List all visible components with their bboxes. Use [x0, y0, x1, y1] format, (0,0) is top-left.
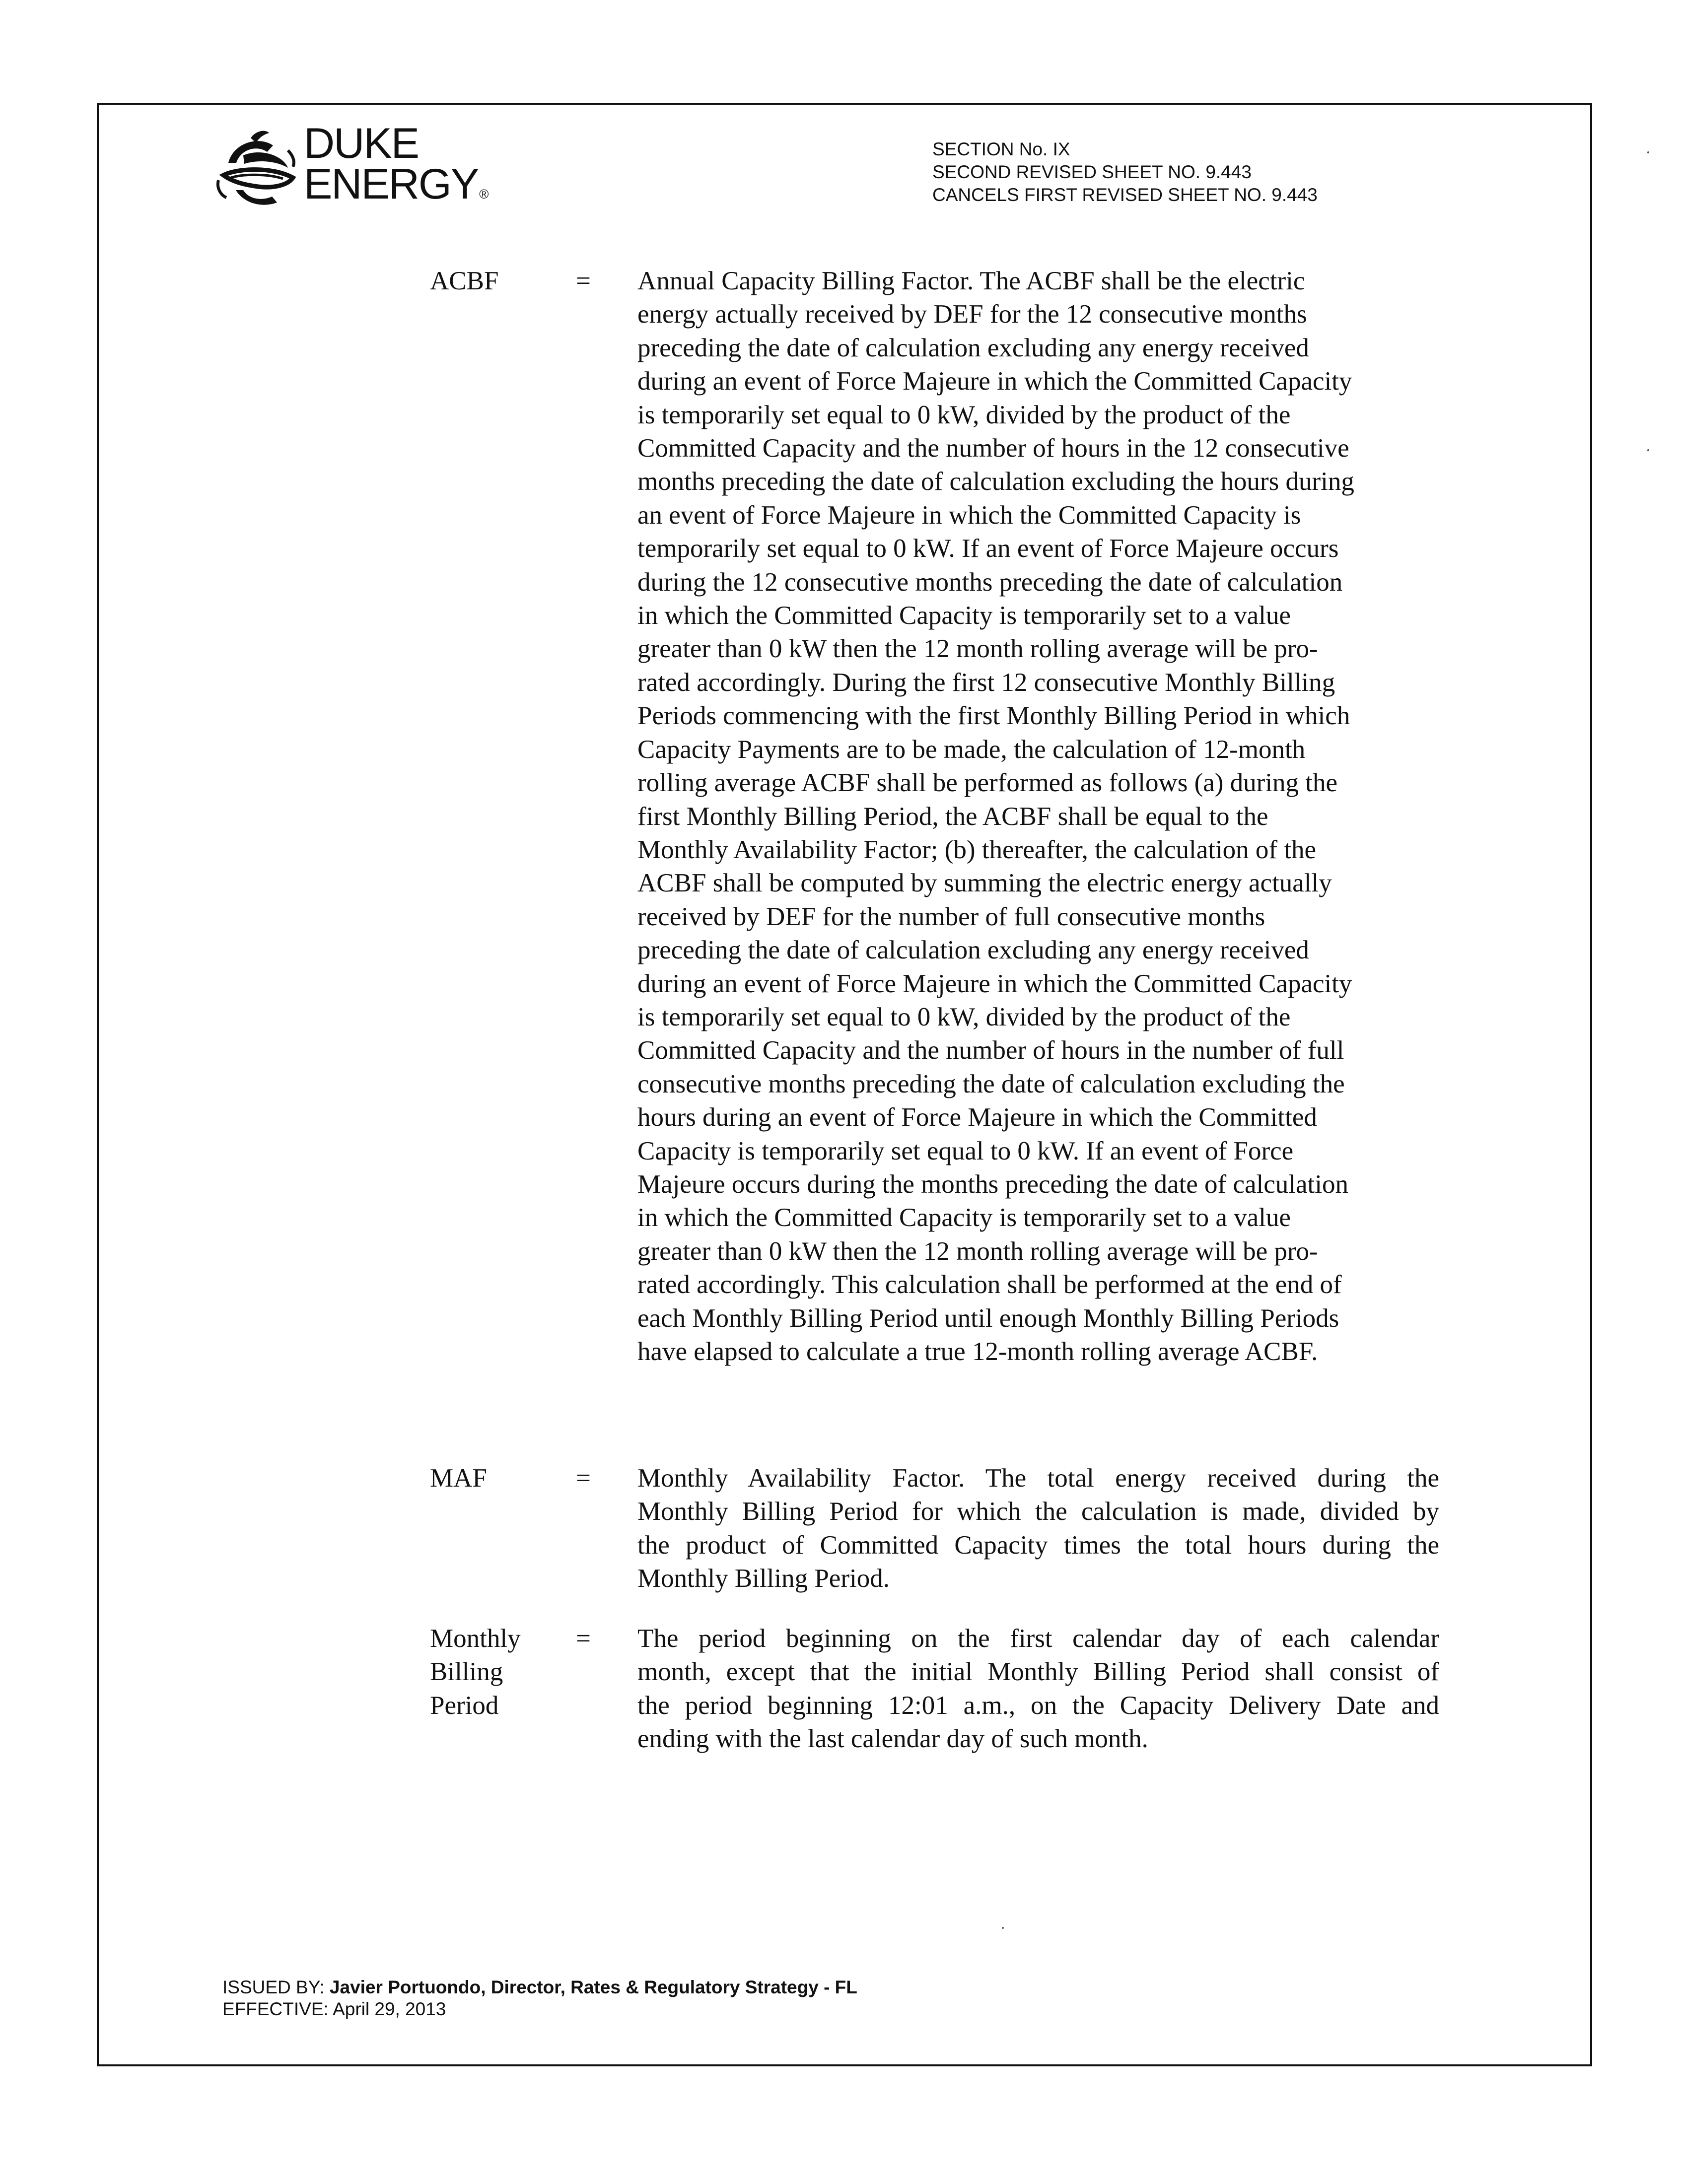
definition-line: rated accordingly. During the first 12 consecutive Monthly Billing [637, 668, 1335, 697]
registered-mark: ® [479, 187, 488, 202]
definition-line: the product of Committed Capacity times the total hours during the [637, 1530, 1439, 1560]
definition-text [637, 1462, 1439, 1596]
duke-energy-logo [213, 120, 491, 217]
definition-line: consecutive months preceding the date of calculation excluding the [637, 1069, 1345, 1098]
cancels-sheet: CANCELS FIRST REVISED SHEET NO. 9.443 [932, 185, 1318, 205]
definition-line: during an event of Force Majeure in which the Committed Capacity [637, 969, 1352, 998]
definition-line: in which the Committed Capacity is temporarily set to a value [637, 601, 1291, 630]
definition-line: Majeure occurs during the months preceding the date of calculation [637, 1169, 1348, 1199]
duke-energy-emblem-icon [213, 128, 300, 212]
sheet-number: SECOND REVISED SHEET NO. 9.443 [932, 162, 1252, 182]
definition-line: ending with the last calendar day of such month. [637, 1724, 1148, 1754]
effective-label: EFFECTIVE: [222, 1999, 329, 2019]
definition-line: temporarily set equal to 0 kW. If an event of Force Majeure occurs [637, 534, 1339, 563]
definition-line: the period beginning 12:01 a.m., on the Capacity Delivery Date and [637, 1691, 1439, 1720]
definition-line: Committed Capacity and the number of hours in the number of full [637, 1036, 1344, 1065]
definition-line: first Monthly Billing Period, the ACBF shall be equal to the [637, 802, 1268, 831]
definition-line: an event of Force Majeure in which the Committed Capacity is [637, 500, 1301, 530]
scan-speck [1647, 449, 1649, 451]
sheet-header [932, 138, 1318, 206]
term-line: Monthly [430, 1624, 521, 1653]
equals-sign: = [576, 1624, 591, 1653]
section-number: SECTION No. IX [932, 139, 1070, 159]
definition-line: month, except that the initial Monthly Billing Period shall consist of [637, 1657, 1439, 1687]
definition-line: hours during an event of Force Majeure in which the Committed [637, 1103, 1317, 1132]
definition-line: rated accordingly. This calculation shall be performed at the end of [637, 1270, 1342, 1299]
term-line: Period [430, 1691, 499, 1720]
definition-text [637, 1622, 1439, 1756]
definition-line: months preceding the date of calculation excluding the hours during [637, 467, 1354, 496]
definition-line: Periods commencing with the first Monthly Billing Period in which [637, 701, 1350, 731]
definition-line: Monthly Billing Period for which the calculation is made, divided by [637, 1497, 1439, 1526]
definition-line: during the 12 consecutive months preceding the date of calculation [637, 567, 1343, 597]
definition-line: Capacity is temporarily set equal to 0 kW. If an event of Force [637, 1136, 1294, 1165]
definition-line: each Monthly Billing Period until enough Monthly Billing Periods [637, 1303, 1339, 1333]
definition-line: The period beginning on the first calendar day of each calendar [637, 1624, 1439, 1653]
definition-line: preceding the date of calculation excluding any energy received [637, 936, 1309, 965]
definition-line: Monthly Billing Period. [637, 1564, 890, 1593]
term-line: Billing [430, 1657, 503, 1687]
definition-line: Monthly Availability Factor; (b) thereafter, the calculation of the [637, 835, 1317, 864]
scan-speck [1647, 151, 1649, 153]
definition-term: ACBF [430, 267, 499, 295]
definition-line: Committed Capacity and the number of hours in the 12 consecutive [637, 434, 1349, 463]
definition-line: Capacity Payments are to be made, the calculation of 12-month [637, 735, 1306, 764]
definition-line: is temporarily set equal to 0 kW, divided by the product of the [637, 1002, 1291, 1031]
issued-by-label: ISSUED BY: [222, 1977, 325, 1997]
definition-line: Annual Capacity Billing Factor. The ACBF shall be the electric [637, 267, 1305, 295]
definition-term: MAF [430, 1464, 487, 1493]
definition-line: energy actually received by DEF for the 12 consecutive months [637, 300, 1307, 329]
definition-line: in which the Committed Capacity is temporarily set to a value [637, 1203, 1291, 1232]
definition-line: have elapsed to calculate a true 12-month rolling average ACBF. [637, 1337, 1318, 1366]
definition-line: rolling average ACBF shall be performed as follows (a) during the [637, 768, 1338, 798]
effective-date: April 29, 2013 [333, 1999, 446, 2019]
definition-term [430, 1622, 554, 1722]
definition-text [637, 265, 1439, 1368]
definition-line: is temporarily set equal to 0 kW, divided by the product of the [637, 400, 1291, 429]
equals-sign: = [576, 267, 591, 295]
definition-line: Monthly Availability Factor. The total energy received during the [637, 1464, 1439, 1493]
definition-line: during an event of Force Majeure in which the Committed Capacity [637, 367, 1352, 396]
definition-line: greater than 0 kW then the 12 month rolling average will be pro- [637, 634, 1318, 664]
issued-by-value: Javier Portuondo, Director, Rates & Regulatory Strategy - FL [329, 1977, 857, 1997]
definition-line: received by DEF for the number of full consecutive months [637, 902, 1265, 931]
issuance-footer [222, 1977, 857, 2020]
logo-wordmark-duke: DUKE [304, 120, 419, 167]
logo-wordmark-energy: ENERGY [304, 160, 479, 208]
scan-speck [1002, 1927, 1004, 1929]
definition-line: greater than 0 kW then the 12 month rolling average will be pro- [637, 1236, 1318, 1266]
definition-line: ACBF shall be computed by summing the electric energy actually [637, 869, 1332, 898]
equals-sign: = [576, 1464, 591, 1493]
definition-line: preceding the date of calculation excluding any energy received [637, 333, 1309, 362]
